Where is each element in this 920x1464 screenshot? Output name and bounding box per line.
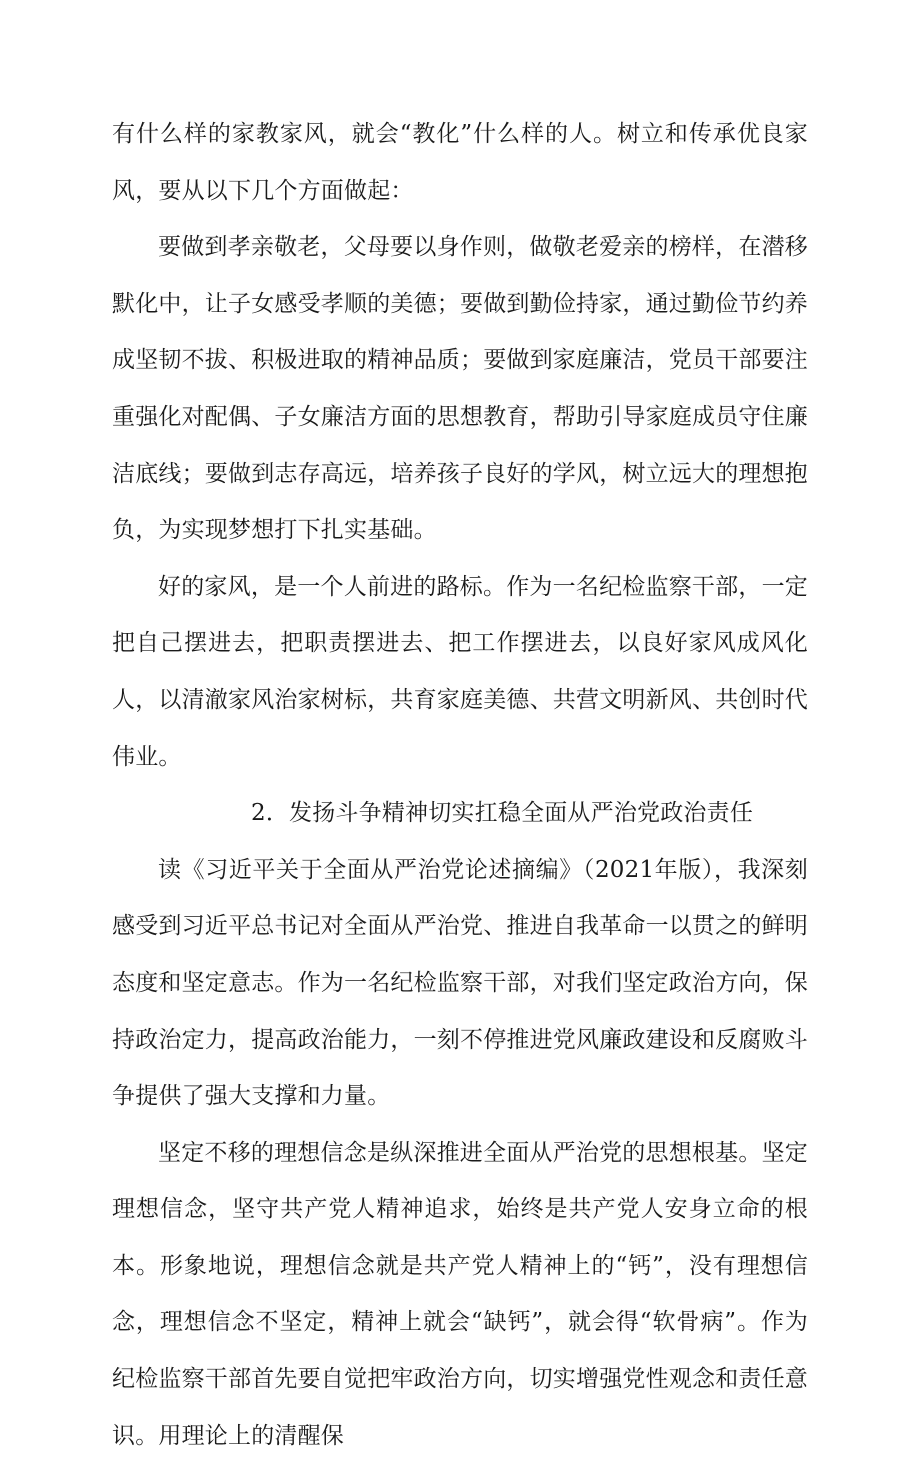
paragraph-ideals-beliefs: 坚定不移的理想信念是纵深推进全面从严治党的思想根基。坚定理想信念，坚守共产党人精神追求，始终是共产党人安身立命的根本。形象地说，理想信念就是共产党人精神上的“钙”，没有理想信念，理想信念不坚定，精神上就会“缺钙”，就会得“软骨病”。作为纪检监察干部首先要自觉把牢政治方向，切实增强党性观念和责任意识。用理论上的清醒保 <box>112 1139 808 1449</box>
paragraph-good-family-tradition: 好的家风，是一个人前进的路标。作为一名纪检监察干部，一定把自己摆进去，把职责摆进去、把工作摆进去，以良好家风成风化人，以清澈家风治家树标，共育家庭美德、共营文明新风、共创时代伟业。 <box>112 573 808 770</box>
paragraph-family-tradition-intro: 有什么样的家教家风，就会“教化”什么样的人。树立和传承优良家风，要从以下几个方面做起： <box>112 121 808 204</box>
section-heading: 2．发扬斗争精神切实扛稳全面从严治党政治责任 <box>251 800 754 827</box>
paragraph-family-tradition-aspects: 要做到孝亲敬老，父母要以身作则，做敬老爱亲的榜样，在潜移默化中，让子女感受孝顺的美德；要做到勤俭持家，通过勤俭节约养成坚韧不拔、积极进取的精神品质；要做到家庭廉洁，党员干部要注重强化对配偶、子女廉洁方面的思想教育，帮助引导家庭成员守住廉洁底线；要做到志存高远，培养孩子良好的学风，树立远大的理想抱负，为实现梦想打下扎实基础。 <box>112 234 808 544</box>
paragraph-reading-reflection: 读《习近平关于全面从严治党论述摘编》（2021年版），我深刻感受到习近平总书记对全面从严治党、推进自我革命一以贯之的鲜明态度和坚定意志。作为一名纪检监察干部，对我们坚定政治方向，保持政治定力，提高政治能力，一刻不停推进党风廉政建设和反腐败斗争提供了强大支撑和力量。 <box>112 856 808 1110</box>
document-page <box>112 106 808 1464</box>
